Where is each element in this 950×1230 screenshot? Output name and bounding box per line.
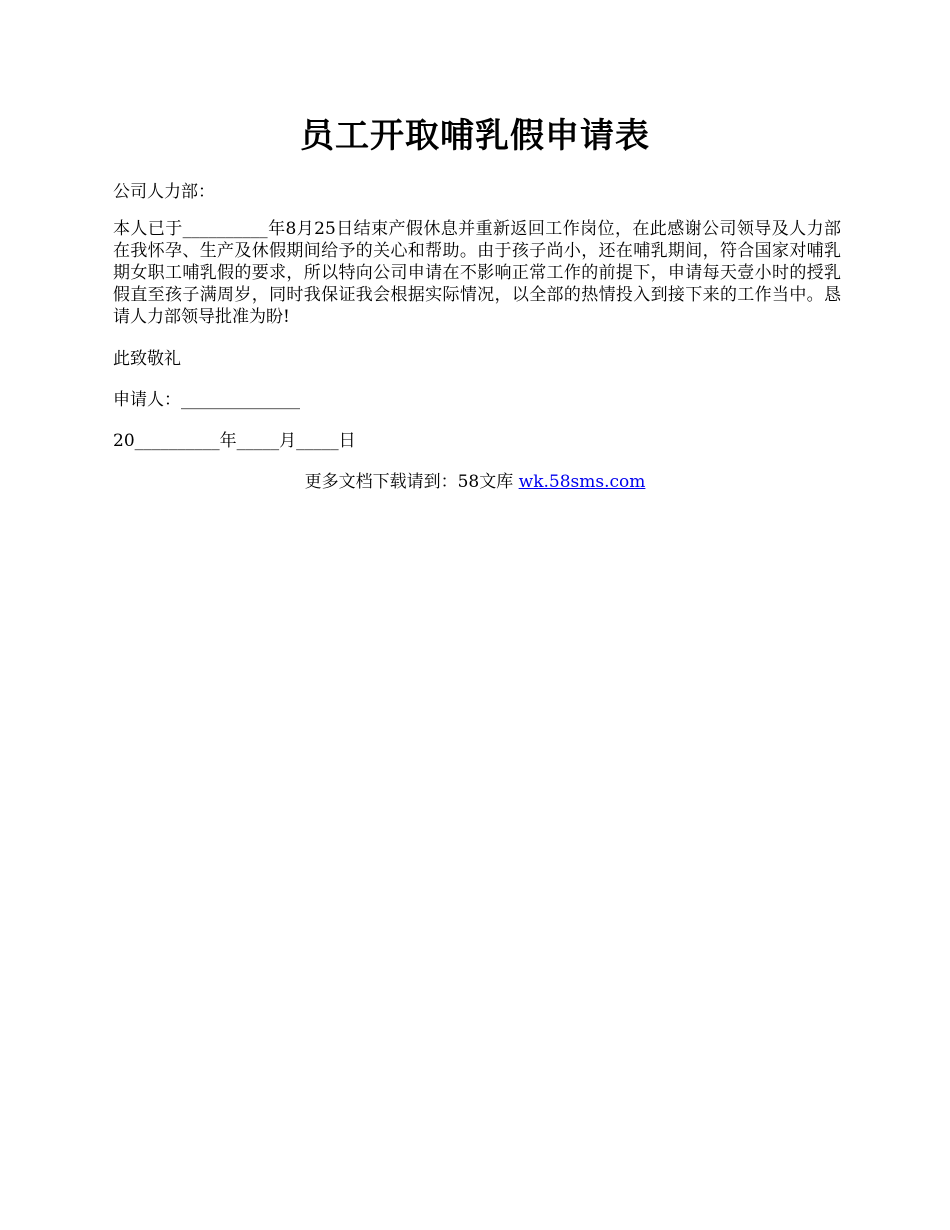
download-footer (0, 470, 950, 494)
closing-line: 此致敬礼 (113, 349, 181, 369)
body-paragraph: 本人已于__________年8月25日结束产假休息并重新返回工作岗位，在此感谢公司领导及人力部在我怀孕、生产及休假期间给予的关心和帮助。由于孩子尚小，还在哺乳期间，符合国家对哺乳期女职工哺乳假的要求，所以特向公司申请在不影响正常工作的前提下，申请每天壹小时的授乳假直至孩子满周岁，同时我保证我会根据实际情况，以全部的热情投入到接下来的工作当中。恳请人力部领导批准为盼! (113, 219, 841, 327)
applicant-signature-line: 申请人：______________ (113, 390, 300, 410)
salutation: 公司人力部： (113, 182, 215, 202)
date-line: 20__________年_____月_____日 (113, 431, 356, 451)
footer-prefix: 更多文档下载请到：58文库 (304, 472, 519, 492)
footer-link[interactable]: wk.58sms.com (518, 472, 646, 492)
page-title: 员工开取哺乳假申请表 (300, 116, 650, 156)
